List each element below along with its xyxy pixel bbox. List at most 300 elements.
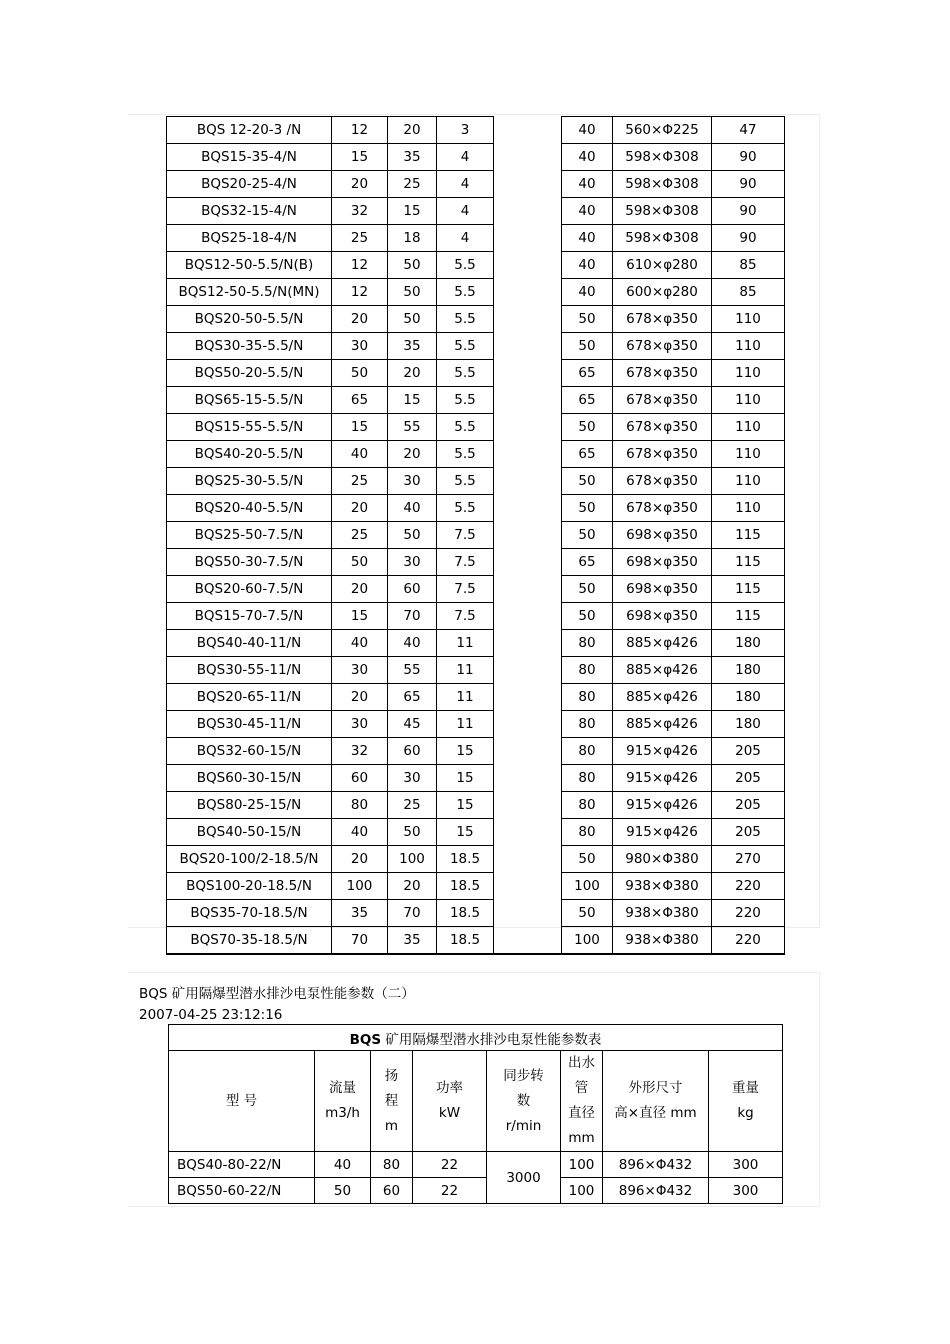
cell-speed	[494, 819, 562, 846]
cell-dims: 678×φ350	[613, 468, 712, 495]
cell-model: BQS35-70-18.5/N	[167, 900, 332, 927]
cell-weight: 180	[712, 684, 785, 711]
cell-head: 30	[388, 765, 437, 792]
cell-dims: 915×φ426	[613, 738, 712, 765]
cell-weight: 90	[712, 144, 785, 171]
cell-model: BQS65-15-5.5/N	[167, 387, 332, 414]
cell-dims: 915×φ426	[613, 819, 712, 846]
cell-speed	[494, 495, 562, 522]
cell-speed	[494, 846, 562, 873]
table-row	[167, 468, 785, 495]
table-row	[167, 225, 785, 252]
cell-model: BQS30-55-11/N	[167, 657, 332, 684]
cell-model: BQS50-30-7.5/N	[167, 549, 332, 576]
cell-speed	[494, 738, 562, 765]
cell-power: 22	[413, 1152, 487, 1178]
page-frame-right-2	[819, 972, 820, 1205]
cell-dims: 678×φ350	[613, 441, 712, 468]
cell-outlet: 50	[562, 468, 613, 495]
cell-outlet: 65	[562, 360, 613, 387]
cell-outlet: 40	[562, 144, 613, 171]
cell-flow: 32	[332, 198, 388, 225]
cell-power: 18.5	[437, 900, 494, 927]
cell-power: 15	[437, 819, 494, 846]
cell-dims: 598×Φ308	[613, 225, 712, 252]
cell-weight: 90	[712, 225, 785, 252]
cell-speed	[494, 657, 562, 684]
table-row	[167, 117, 785, 144]
table-row	[167, 738, 785, 765]
cell-outlet: 40	[562, 198, 613, 225]
cell-outlet: 80	[562, 657, 613, 684]
cell-weight: 115	[712, 603, 785, 630]
cell-power: 7.5	[437, 576, 494, 603]
cell-weight: 180	[712, 657, 785, 684]
table-row	[167, 414, 785, 441]
cell-model: BQS25-50-7.5/N	[167, 522, 332, 549]
cell-head: 65	[388, 684, 437, 711]
header-speed: 同步转 数 r/min	[487, 1051, 561, 1152]
cell-weight: 180	[712, 630, 785, 657]
cell-model: BQS12-50-5.5/N(B)	[167, 252, 332, 279]
cell-outlet: 40	[562, 252, 613, 279]
cell-model: BQS20-65-11/N	[167, 684, 332, 711]
cell-speed	[494, 873, 562, 900]
table-row	[167, 576, 785, 603]
cell-model: BQS15-55-5.5/N	[167, 414, 332, 441]
cell-speed	[494, 441, 562, 468]
cell-weight: 90	[712, 171, 785, 198]
table-row	[167, 846, 785, 873]
cell-outlet: 80	[562, 630, 613, 657]
cell-model: BQS20-60-7.5/N	[167, 576, 332, 603]
cell-speed	[494, 522, 562, 549]
cell-power: 18.5	[437, 873, 494, 900]
table-row	[167, 522, 785, 549]
cell-head: 60	[371, 1178, 413, 1204]
cell-outlet: 80	[562, 765, 613, 792]
cell-model: BQS20-100/2-18.5/N	[167, 846, 332, 873]
cell-power: 22	[413, 1178, 487, 1204]
cell-head: 15	[388, 198, 437, 225]
cell-weight: 300	[709, 1152, 783, 1178]
cell-dims: 678×φ350	[613, 414, 712, 441]
cell-head: 18	[388, 225, 437, 252]
cell-head: 60	[388, 738, 437, 765]
cell-speed	[494, 333, 562, 360]
table-row	[167, 603, 785, 630]
cell-speed	[494, 144, 562, 171]
cell-model: BQS70-35-18.5/N	[167, 927, 332, 955]
cell-weight: 180	[712, 711, 785, 738]
cell-power: 7.5	[437, 603, 494, 630]
cell-head: 15	[388, 387, 437, 414]
cell-head: 55	[388, 657, 437, 684]
cell-model: BQS 12-20-3 /N	[167, 117, 332, 144]
table-row	[167, 792, 785, 819]
cell-outlet: 80	[562, 792, 613, 819]
cell-power: 7.5	[437, 522, 494, 549]
cell-head: 30	[388, 468, 437, 495]
table-row	[167, 819, 785, 846]
cell-speed	[494, 117, 562, 144]
cell-head: 50	[388, 522, 437, 549]
cell-speed	[494, 792, 562, 819]
cell-outlet: 80	[562, 819, 613, 846]
header-weight: 重量 kg	[709, 1051, 783, 1152]
cell-model: BQS40-40-11/N	[167, 630, 332, 657]
cell-head: 25	[388, 171, 437, 198]
cell-power: 5.5	[437, 252, 494, 279]
table-row	[167, 495, 785, 522]
cell-speed	[494, 603, 562, 630]
cell-dims: 678×φ350	[613, 333, 712, 360]
table-row	[169, 1152, 783, 1178]
cell-weight: 47	[712, 117, 785, 144]
cell-dims: 938×Φ380	[613, 873, 712, 900]
cell-weight: 110	[712, 495, 785, 522]
cell-weight: 205	[712, 765, 785, 792]
cell-outlet: 80	[562, 684, 613, 711]
cell-flow: 20	[332, 846, 388, 873]
cell-flow: 12	[332, 252, 388, 279]
cell-dims: 678×φ350	[613, 387, 712, 414]
cell-power: 5.5	[437, 468, 494, 495]
cell-outlet: 40	[562, 117, 613, 144]
cell-model: BQS50-60-22/N	[169, 1178, 315, 1204]
cell-power: 18.5	[437, 927, 494, 955]
cell-speed	[494, 765, 562, 792]
cell-flow: 20	[332, 684, 388, 711]
cell-weight: 110	[712, 468, 785, 495]
cell-dims: 598×Φ308	[613, 171, 712, 198]
cell-model: BQS12-50-5.5/N(MN)	[167, 279, 332, 306]
cell-model: BQS40-50-15/N	[167, 819, 332, 846]
cell-outlet: 50	[562, 522, 613, 549]
cell-outlet: 40	[562, 171, 613, 198]
cell-outlet: 50	[562, 414, 613, 441]
cell-speed	[494, 360, 562, 387]
cell-flow: 100	[332, 873, 388, 900]
cell-speed	[494, 252, 562, 279]
header-dims: 外形尺寸 高×直径 mm	[603, 1051, 709, 1152]
cell-weight: 110	[712, 360, 785, 387]
cell-dims: 915×φ426	[613, 792, 712, 819]
cell-weight: 85	[712, 252, 785, 279]
cell-head: 40	[388, 495, 437, 522]
cell-speed	[494, 711, 562, 738]
cell-speed	[494, 387, 562, 414]
cell-speed	[494, 468, 562, 495]
table-row	[167, 441, 785, 468]
cell-outlet: 50	[562, 603, 613, 630]
table-row	[167, 900, 785, 927]
cell-speed	[494, 414, 562, 441]
cell-speed: 3000	[487, 1152, 561, 1204]
cell-power: 4	[437, 198, 494, 225]
cell-head: 35	[388, 927, 437, 955]
cell-model: BQS40-80-22/N	[169, 1152, 315, 1178]
cell-speed	[494, 306, 562, 333]
cell-speed	[494, 549, 562, 576]
cell-flow: 65	[332, 387, 388, 414]
table2-header-row	[169, 1051, 783, 1152]
cell-head: 70	[388, 900, 437, 927]
cell-head: 20	[388, 360, 437, 387]
table-row	[167, 333, 785, 360]
cell-power: 5.5	[437, 441, 494, 468]
cell-flow: 20	[332, 495, 388, 522]
cell-dims: 560×Φ225	[613, 117, 712, 144]
cell-model: BQS30-45-11/N	[167, 711, 332, 738]
table-row	[167, 306, 785, 333]
cell-flow: 30	[332, 333, 388, 360]
cell-head: 20	[388, 117, 437, 144]
cell-head: 100	[388, 846, 437, 873]
cell-outlet: 50	[562, 900, 613, 927]
table-row	[167, 873, 785, 900]
header-head: 扬 程 m	[371, 1051, 413, 1152]
cell-weight: 205	[712, 792, 785, 819]
cell-head: 50	[388, 819, 437, 846]
header-outlet: 出水 管 直径 mm	[561, 1051, 603, 1152]
cell-power: 5.5	[437, 306, 494, 333]
cell-model: BQS32-60-15/N	[167, 738, 332, 765]
cell-outlet: 80	[562, 738, 613, 765]
cell-flow: 15	[332, 414, 388, 441]
cell-dims: 600×φ280	[613, 279, 712, 306]
cell-power: 15	[437, 738, 494, 765]
cell-head: 55	[388, 414, 437, 441]
cell-outlet: 100	[561, 1178, 603, 1204]
table-row	[167, 144, 785, 171]
cell-power: 18.5	[437, 846, 494, 873]
cell-outlet: 40	[562, 279, 613, 306]
cell-flow: 30	[332, 657, 388, 684]
cell-power: 11	[437, 711, 494, 738]
cell-weight: 110	[712, 387, 785, 414]
cell-outlet: 65	[562, 387, 613, 414]
cell-weight: 115	[712, 549, 785, 576]
table-row	[167, 198, 785, 225]
table-row	[167, 279, 785, 306]
cell-power: 4	[437, 171, 494, 198]
cell-outlet: 50	[562, 576, 613, 603]
table2-title-row	[169, 1025, 783, 1051]
table-row	[167, 387, 785, 414]
cell-outlet: 50	[562, 306, 613, 333]
cell-flow: 40	[332, 630, 388, 657]
cell-model: BQS15-35-4/N	[167, 144, 332, 171]
cell-flow: 50	[332, 549, 388, 576]
cell-weight: 115	[712, 522, 785, 549]
cell-model: BQS20-40-5.5/N	[167, 495, 332, 522]
section-date: 2007-04-25 23:12:16	[139, 1007, 283, 1023]
cell-head: 45	[388, 711, 437, 738]
cell-flow: 15	[332, 144, 388, 171]
cell-model: BQS15-70-7.5/N	[167, 603, 332, 630]
table-row	[167, 711, 785, 738]
cell-flow: 40	[315, 1152, 371, 1178]
cell-weight: 115	[712, 576, 785, 603]
cell-power: 4	[437, 144, 494, 171]
cell-head: 25	[388, 792, 437, 819]
cell-weight: 90	[712, 198, 785, 225]
cell-model: BQS60-30-15/N	[167, 765, 332, 792]
cell-dims: 598×Φ308	[613, 198, 712, 225]
cell-model: BQS30-35-5.5/N	[167, 333, 332, 360]
cell-dims: 915×φ426	[613, 765, 712, 792]
cell-speed	[494, 225, 562, 252]
cell-weight: 85	[712, 279, 785, 306]
cell-flow: 25	[332, 522, 388, 549]
cell-weight: 205	[712, 819, 785, 846]
cell-power: 5.5	[437, 387, 494, 414]
page-frame-right	[819, 114, 820, 926]
cell-power: 11	[437, 684, 494, 711]
cell-model: BQS100-20-18.5/N	[167, 873, 332, 900]
table-row	[167, 657, 785, 684]
cell-power: 5.5	[437, 333, 494, 360]
cell-weight: 220	[712, 927, 785, 955]
cell-dims: 610×φ280	[613, 252, 712, 279]
cell-weight: 220	[712, 900, 785, 927]
cell-power: 5.5	[437, 279, 494, 306]
cell-flow: 12	[332, 117, 388, 144]
cell-flow: 32	[332, 738, 388, 765]
cell-model: BQS40-20-5.5/N	[167, 441, 332, 468]
cell-dims: 980×Φ380	[613, 846, 712, 873]
cell-dims: 885×φ426	[613, 657, 712, 684]
cell-model: BQS20-25-4/N	[167, 171, 332, 198]
cell-weight: 205	[712, 738, 785, 765]
cell-speed	[494, 684, 562, 711]
cell-flow: 12	[332, 279, 388, 306]
cell-power: 11	[437, 657, 494, 684]
cell-head: 20	[388, 441, 437, 468]
cell-dims: 598×Φ308	[613, 144, 712, 171]
cell-head: 70	[388, 603, 437, 630]
cell-dims: 885×φ426	[613, 711, 712, 738]
cell-model: BQS50-20-5.5/N	[167, 360, 332, 387]
cell-dims: 896×Φ432	[603, 1152, 709, 1178]
cell-model: BQS25-30-5.5/N	[167, 468, 332, 495]
cell-flow: 80	[332, 792, 388, 819]
cell-flow: 25	[332, 225, 388, 252]
cell-speed	[494, 198, 562, 225]
cell-outlet: 50	[562, 846, 613, 873]
cell-flow: 20	[332, 171, 388, 198]
cell-outlet: 80	[562, 711, 613, 738]
cell-flow: 25	[332, 468, 388, 495]
cell-speed	[494, 927, 562, 955]
cell-outlet: 50	[562, 333, 613, 360]
cell-model: BQS32-15-4/N	[167, 198, 332, 225]
table-row	[167, 252, 785, 279]
cell-power: 11	[437, 630, 494, 657]
cell-speed	[494, 171, 562, 198]
cell-dims: 938×Φ380	[613, 927, 712, 955]
cell-outlet: 100	[562, 927, 613, 955]
cell-weight: 300	[709, 1178, 783, 1204]
cell-power: 3	[437, 117, 494, 144]
cell-weight: 110	[712, 333, 785, 360]
section-title: BQS 矿用隔爆型潜水排沙电泵性能参数（二）	[139, 986, 415, 1002]
cell-flow: 40	[332, 819, 388, 846]
cell-flow: 60	[332, 765, 388, 792]
cell-head: 50	[388, 252, 437, 279]
pump-spec-table-2	[168, 1024, 783, 1204]
cell-speed	[494, 630, 562, 657]
table-row	[167, 360, 785, 387]
cell-power: 15	[437, 792, 494, 819]
cell-weight: 270	[712, 846, 785, 873]
cell-weight: 110	[712, 414, 785, 441]
cell-weight: 110	[712, 441, 785, 468]
cell-weight: 110	[712, 306, 785, 333]
table-row	[167, 171, 785, 198]
cell-outlet: 100	[562, 873, 613, 900]
cell-outlet: 100	[561, 1152, 603, 1178]
cell-dims: 698×φ350	[613, 603, 712, 630]
cell-head: 30	[388, 549, 437, 576]
cell-dims: 938×Φ380	[613, 900, 712, 927]
cell-flow: 70	[332, 927, 388, 955]
cell-dims: 698×φ350	[613, 576, 712, 603]
table-row	[167, 765, 785, 792]
cell-power: 15	[437, 765, 494, 792]
cell-speed	[494, 576, 562, 603]
cell-dims: 678×φ350	[613, 495, 712, 522]
cell-head: 80	[371, 1152, 413, 1178]
cell-flow: 40	[332, 441, 388, 468]
cell-flow: 20	[332, 576, 388, 603]
cell-outlet: 40	[562, 225, 613, 252]
table-row	[167, 684, 785, 711]
table-row	[167, 927, 785, 955]
cell-speed	[494, 900, 562, 927]
cell-dims: 678×φ350	[613, 360, 712, 387]
cell-head: 20	[388, 873, 437, 900]
cell-outlet: 65	[562, 549, 613, 576]
cell-head: 60	[388, 576, 437, 603]
cell-head: 50	[388, 279, 437, 306]
cell-model: BQS80-25-15/N	[167, 792, 332, 819]
header-model: 型 号	[169, 1051, 315, 1152]
cell-head: 35	[388, 144, 437, 171]
table-row	[167, 630, 785, 657]
cell-dims: 885×φ426	[613, 630, 712, 657]
cell-head: 40	[388, 630, 437, 657]
cell-dims: 885×φ426	[613, 684, 712, 711]
cell-power: 4	[437, 225, 494, 252]
cell-flow: 15	[332, 603, 388, 630]
header-flow: 流量 m3/h	[315, 1051, 371, 1152]
cell-model: BQS20-50-5.5/N	[167, 306, 332, 333]
cell-outlet: 65	[562, 441, 613, 468]
pump-spec-table-1	[166, 116, 785, 955]
cell-weight: 220	[712, 873, 785, 900]
header-power: 功率 kW	[413, 1051, 487, 1152]
table2-title: BQS 矿用隔爆型潜水排沙电泵性能参数表	[169, 1025, 783, 1051]
cell-head: 35	[388, 333, 437, 360]
cell-speed	[494, 279, 562, 306]
cell-dims: 698×φ350	[613, 522, 712, 549]
cell-flow: 20	[332, 306, 388, 333]
cell-flow: 35	[332, 900, 388, 927]
cell-model: BQS25-18-4/N	[167, 225, 332, 252]
cell-power: 5.5	[437, 414, 494, 441]
